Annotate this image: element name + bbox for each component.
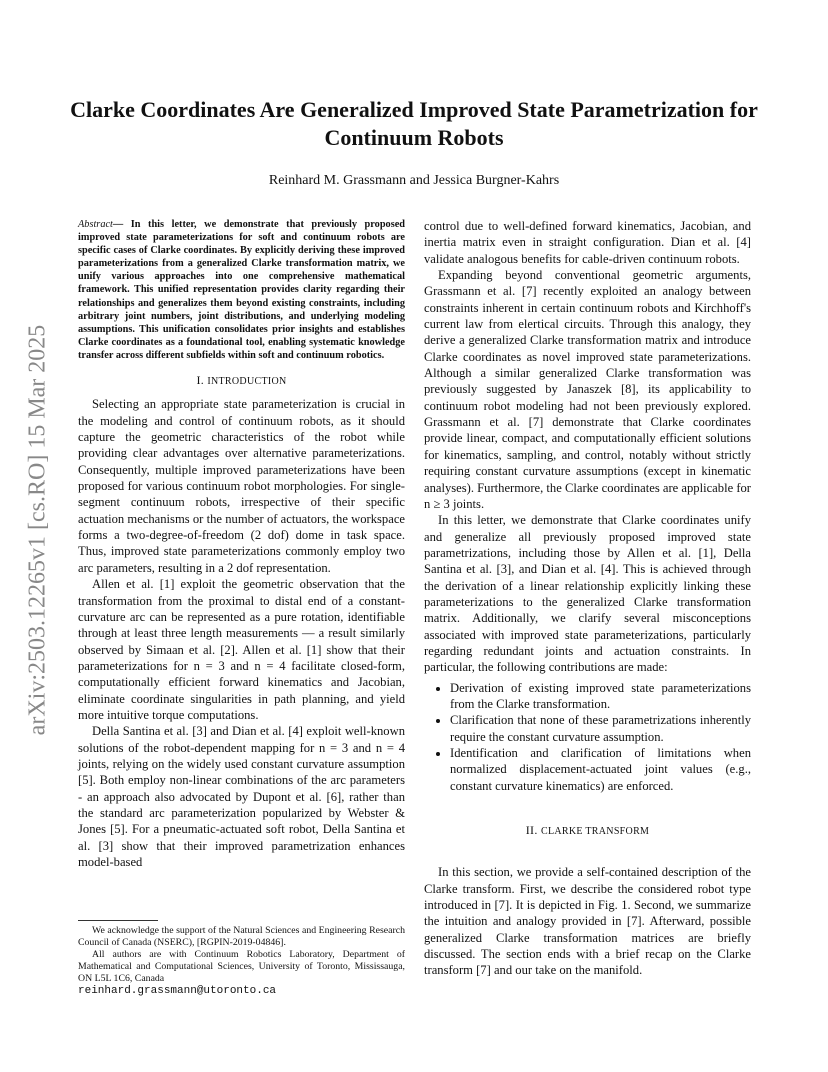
abstract (78, 218, 405, 362)
left-column (78, 218, 405, 870)
abstract-text: — In this letter, we demonstrate that previously proposed improved state parameterizations for soft and continuum robots are specific cases of Clarke coordinates. By explicitly deriving these improved parameterizations from a generalized Clarke transformation matrix, we unify various approaches into one comprehensive mathematical framework. This unified representation provides clarity regarding their relationships and generalizes them beyond existing constraints, including arbitrary joint numbers, joint distributions, and underlying modeling assumptions. This unification consolidates prior insights and establishes Clarke coordinates as a foundational tool, enabling systematic knowledge transfer across different subfields within soft and continuum robotics. (78, 219, 405, 361)
paper-authors: Reinhard M. Grassmann and Jessica Burgner-Kahrs (268, 173, 560, 188)
intro-paragraph: Allen et al. [1] exploit the geometric observation that the transformation from the proximal to distal end of a constant-curvature arc can be represented as a pure rotation, identifiable through at least three length measurements — a result similarly observed by Simaan et al. [2]. Allen et al. [1] show that their parameterizations for n = 3 and n = 4 facilitate closed-form, computationally efficient forward kinematics and Jacobian, eliminate coordinate singularities in path planning, and yield more intuitive torque computations. (78, 577, 405, 722)
section-heading-clarke-transform: II. CLARKE TRANSFORM (525, 823, 650, 838)
intro-paragraph: Selecting an appropriate state parameterization is crucial in the modeling and control of continuum robots, as it should capture the geometric characteristics of the robot while providing clear advantages over alternative parameterizations. Consequently, multiple improved parameterizations have been proposed for various continuum robot morphologies. For single-segment continuum robots, irrespective of their specific actuation mechanisms or the number of actuators, the workspace forms a two-degree-of-freedom (2 dof) dome in task space. Thus, improved state parameterizations commonly employ two arc parameters, resulting in a 2 dof representation. (78, 397, 405, 575)
list-item: • Clarification that none of these parametrizations inherently require the constant curvature assumption. (450, 712, 751, 745)
paper-title: Clarke Coordinates Are Generalized Improved State Parametrization for Continuum Robots (70, 97, 758, 150)
footnote-rule (78, 920, 158, 921)
body-paragraph: control due to well-defined forward kinematics, Jacobian, and inertia matrix even in straight configuration. Dian et al. [4] validate analogous benefits for cable-driven continuum robots. (424, 219, 751, 266)
footnote (78, 920, 405, 997)
intro-paragraph: Della Santina et al. [3] and Dian et al. [4] exploit well-known solutions of the robot-dependent mapping for n = 3 and n = 4 joints, relying on the widely used constant curvature assumption [5]. Both employ non-linear combinations of the arc parameters - an approach also advocated by Dupont et al. [6], rather than the standard arc parameterization popularized by Webster & Jones [5]. For a pneumatic-actuated soft robot, Della Santina et al. [3] show that their improved parametrization enhances model-based (78, 724, 405, 869)
author-email-link[interactable]: reinhard.grassmann@utoronto.ca (78, 985, 277, 997)
right-column (424, 218, 751, 979)
abstract-label: Abstract (78, 219, 113, 230)
list-item: • Derivation of existing improved state parameterizations from the Clarke transformation. (450, 680, 751, 713)
footnote-ack: We acknowledge the support of the Natural Sciences and Engineering Research Council of Canada (NSERC), [RGPIN-2019-04846]. (78, 925, 405, 948)
body-paragraph: In this section, we provide a self-contained description of the Clarke transform. First, we describe the considered robot type introduced in [7]. It is depicted in Fig. 1. Second, we summarize the intuition and analogy provided in [7]. Afterward, possible generalized Clarke transformation matrices are briefly discussed. The section ends with a brief recap on the Clarke transform [7] and our take on the manifold. (424, 865, 751, 978)
section-heading-introduction: I. INTRODUCTION (196, 373, 287, 388)
footnote-affiliation: All authors are with Continuum Robotics Laboratory, Department of Mathematical and Computational Sciences, University of Toronto, Mississauga, ON L5L 1C6, Canada (78, 949, 405, 984)
body-paragraph: In this letter, we demonstrate that Clarke coordinates unify and generalize all previously proposed improved state parametrizations, including those by Allen et al. [1], Della Santina et al. [3], and Dian et al. [4]. This is achieved through the derivation of a linear relationship explicitly linking these parameterizations to the generalized Clarke transformation matrix. Additionally, we clarify several misconceptions associated with improved state parameterizations, particularly regarding redundant joints and actuation constraints. In particular, the following contributions are made: (424, 513, 751, 675)
list-item: • Identification and clarification of limitations when normalized displacement-actuated joint values (e.g., constant curvature kinematics) are enforced. (450, 745, 751, 794)
body-paragraph: Expanding beyond conventional geometric arguments, Grassmann et al. [7] recently exploited an analogy between constraints inherent in certain continuum robots and Kirchhoff's current law from elertical circuits. Through this analogy, they derive a generalized Clarke transformation matrix and introduce Clarke coordinates as novel improved state parameterizations. Although a similar generalized Clarke transformation was previously suggested by Janaszek [8], its applicability to continuum robot modeling had not been previously explored. Grassmann et al. [7] demonstrate that Clarke coordinates provide linear, compact, and computationally efficient solutions for kinematics, sampling, and control, notably without strictly requiring constant curvature assumptions (except in kinematic analyses). Furthermore, the Clarke coordinates are applicable for n ≥ 3 joints. (424, 268, 751, 511)
contributions-list (424, 680, 751, 794)
